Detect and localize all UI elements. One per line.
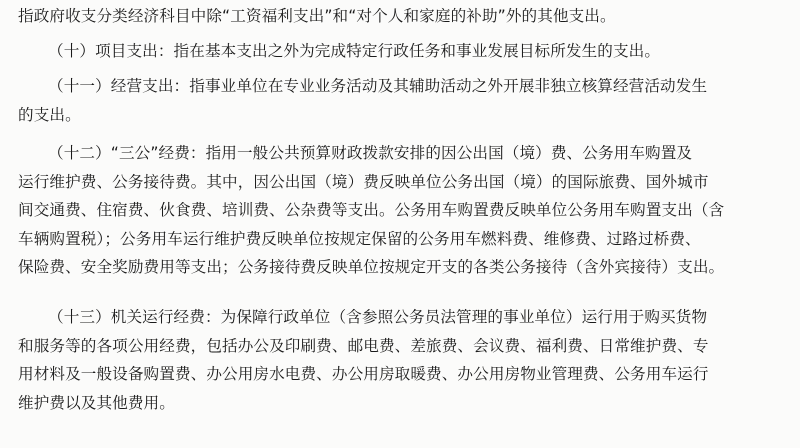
text-line: 运行维护费、公务接待费。其中，因公出国（境）费反映单位公务出国（境）的国际旅费、国外城市 [18,172,709,191]
text-line: 指政府收支分类经济科目中除“工资福利支出”和“对个人和家庭的补助”外的其他支出。 [18,7,616,25]
text-line: 维护费以及其他费用。 [18,393,175,412]
text-line: 用材料及一般设备购置费、办公用房水电费、办公用房取暖费、办公用房物业管理费、公务用车运行 [18,365,709,384]
text-line: 的支出。 [18,105,81,124]
text-line: （十二）“三公”经费：指用一般公共预算财政拨款安排的因公出国（境）费、公务用车购置及 [48,144,693,162]
text-line: 间交通费、住宿费、伙食费、培训费、公杂费等支出。公务用车购置费反映单位公务用车购置支出（含 [18,201,725,220]
text-line: （十）项目支出：指在基本支出之外为完成特定行政任务和事业发展目标所发生的支出。 [48,42,661,60]
text-line: 车辆购置税）；公务用车运行维护费反映单位按规定保留的公务用车燃料费、维修费、过路过桥费、 [18,229,701,248]
text-line: （十一）经营支出：指事业单位在专业业务活动及其辅助活动之外开展非独立核算经营活动发生 [48,77,708,95]
paragraph-project-expenditure [18,37,786,66]
paragraph-operating-expenditure [18,72,786,129]
text-line: 保险费、安全奖励费用等支出；公务接待费反映单位按规定开支的各类公务接待（含外宾接待）支出。 [18,258,725,277]
paragraph-three-public-expenses [18,139,786,282]
text-line: （十三）机关运行经费：为保障行政单位（含参照公务员法管理的事业单位）运行用于购买货物 [48,308,708,326]
paragraph-other-expenditure [18,2,786,31]
text-line: 和服务等的各项公用经费，包括办公及印刷费、邮电费、差旅费、会议费、福利费、日常维护费、专 [18,336,709,355]
paragraph-agency-operating-costs [18,303,786,417]
